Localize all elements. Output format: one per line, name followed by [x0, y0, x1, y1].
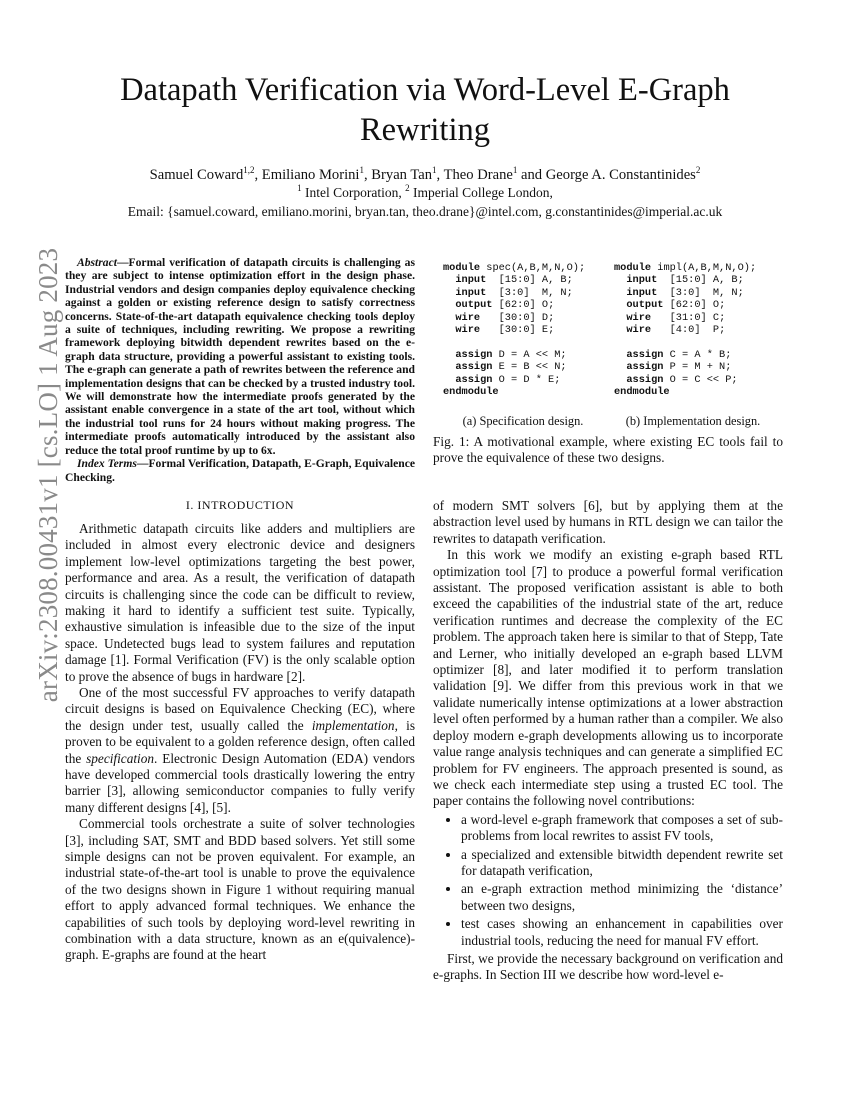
paragraph: of modern SMT solvers [6], but by applying them at the abstraction level used by humans in RTL design we can tailor the rewrites to datapath verification.	[433, 498, 783, 546]
paragraph: Commercial tools orchestrate a suite of solver technologies [3], including SAT, SMT and BDD based solvers. Yet still some simple designs can not be proven equivalent. For example, an industrial state-of-the-art tool is unable to prove the equivalence of the two designs shown in Figure 1 without requiring manual effort to apply advanced formal techniques. We enhance the capabilities of such tools by deploying word-level rewriting in combination with a data structure, known as an e(quivalence)-graph. E-graphs are found at the heart	[65, 816, 415, 963]
introduction-body	[65, 521, 415, 964]
introduction-body-continued	[433, 498, 783, 984]
author: Bryan Tan$^1$,	[371, 165, 444, 183]
paragraph: Arithmetic datapath circuits like adders and multipliers are included in almost every electronic device and designers implement low-level optimizations targeting the best power, performance and area. As a result, the verification of datapath circuits is challenging since the code can be difficult to review, making it hard to identify a sufficient test suite. Typically, exhaustive simulation is infeasible due to the size of the input space. Undetected bugs lead to system failures and reputation damage [1]. Formal Verification (FV) is the only scalable option to prove the absence of bugs in hardware [2].	[65, 520, 415, 684]
contribution-list	[433, 812, 783, 949]
affiliations: $^1$ Intel Corporation, $^2$ Imperial College London,	[297, 183, 553, 200]
author: Emiliano Morini$^1$,	[261, 165, 372, 183]
index-terms-label: Index Terms	[77, 457, 137, 471]
author-list	[60, 166, 790, 184]
left-column	[65, 256, 415, 964]
author: Theo Drane$^1$ and	[443, 165, 546, 183]
code-listing-specification: module spec(A,B,M,N,O); input [15:0] A, B; input [3:0] M, N; output [62:0] O; wire [30:0] D; wire [30:0] E; assign D = A << M; assign E = B << N; assign O = D * E; endmodule	[443, 262, 586, 399]
list-item: • a specialized and extensible bitwidth dependent rewrite set for datapath verification,	[461, 847, 783, 880]
abstract-label: Abstract	[77, 256, 117, 269]
author: Samuel Coward$^{1,2}$,	[149, 165, 262, 183]
author: George A. Constantinides$^2$	[545, 165, 701, 183]
section-heading-introduction: I. INTRODUCTION	[185, 497, 295, 512]
abstract-text: —Formal verification of datapath circuits is challenging as they are subject to intense optimization effort in the design phase. Industrial vendors and design companies deploy equivalence checking against a golden or existing reference design to satisfy correctness concerns. State-of-the-art datapath equivalence checking tools deploy a suite of techniques, including rewriting. We propose a rewriting framework deploying bitwidth dependent rewrites based on the e-graph data structure, providing a powerful assistant to existing tools. The e-graph can generate a path of rewrites between the reference and implementation designs that can be checked by a trusted industry tool. We will demonstrate how the intermediate proofs generated by the assistant enable convergence in a state of the art tool, without which the industrial tool runs for 24 hours without making progress. The intermediate proofs automatically introduced by the assistant also reduce the total proof runtime by up to 6x.	[65, 256, 415, 457]
paragraph: One of the most successful FV approaches to verify datapath circuit designs is based on Equivalence Checking (EC), where the design under test, usually called the implementation, is proven to be equivalent to a golden reference design, often called the specification. Electronic Design Automation (EDA) vendors have developed commercial tools drastically lowering the entry barrier [3], allowing semiconductor companies to fully verify many different designs [4], [5].	[65, 684, 415, 815]
arxiv-identifier: arXiv:2308.00431v1 [cs.LO] 1 Aug 2023	[33, 247, 63, 703]
subfigure-caption-b: (b) Implementation design.	[625, 414, 761, 428]
abstract	[65, 256, 415, 484]
right-column	[433, 498, 783, 984]
paper-title: Datapath Verification via Word-Level E-Graph Rewriting	[120, 72, 730, 148]
figure-caption: Fig. 1: A motivational example, where existing EC tools fail to prove the equivalence of these two designs.	[433, 434, 783, 466]
list-item: • test cases showing an enhancement in capabilities over industrial tools, reducing the need for manual FV effort.	[461, 916, 783, 949]
subfigure-caption-a: (a) Specification design.	[462, 414, 584, 428]
list-item: • an e-graph extraction method minimizing the ‘distance’ between two designs,	[461, 881, 783, 914]
author-emails: Email: {samuel.coward, emiliano.morini, bryan.tan, theo.drane}@intel.com, g.constantinides@imperial.ac.uk	[127, 204, 723, 219]
code-listing-implementation: module impl(A,B,M,N,O); input [15:0] A, B; input [3:0] M, N; output [62:0] O; wire [31:0] C; wire [4:0] P; assign C = A * B; assign P = M + N; assign O = C << P; endmodule	[614, 262, 757, 399]
paragraph: First, we provide the necessary background on verification and e-graphs. In Section III we describe how word-level e-	[433, 950, 783, 983]
index-terms-text: —Formal Verification, Datapath, E-Graph, Equivalence Checking.	[65, 457, 415, 484]
list-item: • a word-level e-graph framework that composes a set of sub-problems from local rewrites to assist FV tools,	[461, 812, 783, 845]
paragraph: In this work we modify an existing e-graph based RTL optimization tool [7] to produce a powerful formal verification assistant. The proposed verification assistant is able to both exceed the capabilities of the industrial state of the art, reduce verification runtimes and decrease the complexity of the EC problem. The approach taken here is similar to that of Stepp, Tate and Lerner, who initially developed an e-graph based LLVM optimizer [8], and later modified it to perform translation validation [9]. We differ from this previous work in that we validate numerically intense optimizations at a lower abstraction level often performed by a human rather than a compiler. We also deploy modern e-graph developments allowing us to incorporate value range analysis techniques and can generate a simplified EC problem for FV engineers. The approach presented is sound, as we check each intermediate step using a trusted EC tool. The paper contains the following novel contributions:	[433, 547, 783, 809]
